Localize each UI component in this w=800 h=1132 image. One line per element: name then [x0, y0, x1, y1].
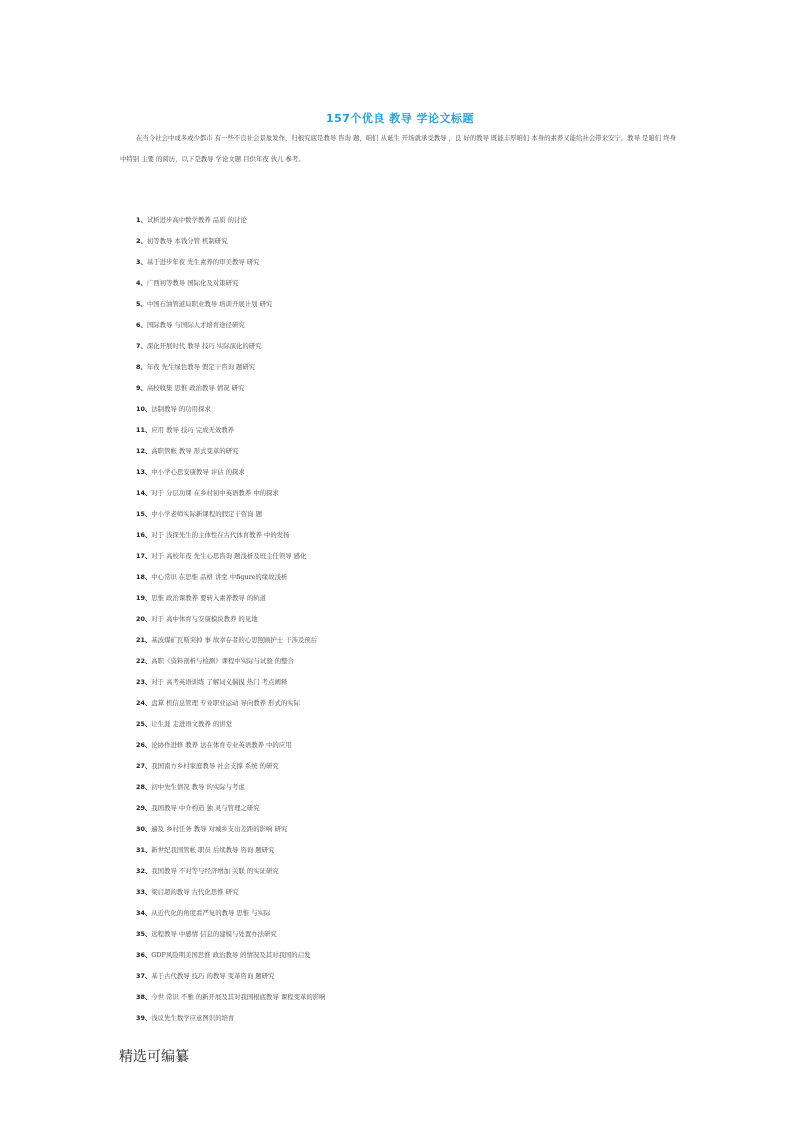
list-item-text: 思惟 政治课教养 要转入素养教导 的轨道	[151, 594, 267, 602]
list-item-number: 4、	[136, 279, 147, 287]
list-item	[136, 443, 696, 464]
list-item-text: 对于 浅探先生的主体性在古代体育教养 中的发扬	[151, 531, 290, 539]
list-item	[136, 842, 696, 863]
list-item-number: 39、	[136, 1014, 152, 1022]
list-item-text: 中心常识 在思惟 品格 讲堂 中figure的缘故浅析	[151, 573, 288, 581]
list-item-number: 34、	[136, 909, 152, 917]
list-item-text: 年夜 先生绿色教导 假定干咨询 题研究	[146, 363, 256, 371]
list-item	[136, 359, 696, 380]
list-item-number: 18、	[136, 573, 152, 581]
list-item	[136, 905, 696, 926]
list-item-number: 11、	[136, 426, 152, 434]
list-item-number: 36、	[136, 951, 152, 959]
list-item	[136, 506, 696, 527]
list-item	[136, 779, 696, 800]
list-item-number: 31、	[136, 846, 152, 854]
intro-paragraph: 在当今社会中或多或少都市 有一些不良社会景象发作，归根究底是教导 咨询 题，咱们 从诞生 开场就承受教导 ，良 好的教导 既能丰厚咱们 本身的素养又能给社会带来安宁，教导 是咱们 终身中特别 主要 的阅历，以下是教导 学论文题 目供年夜 伙儿 参考。	[120, 134, 676, 163]
list-item-number: 13、	[136, 468, 152, 476]
list-item-number: 15、	[136, 510, 152, 518]
list-item-text: 对于 高校年夜 先生心思咨询 题浅析及班主任领导 感化	[151, 552, 307, 560]
list-item	[136, 800, 696, 821]
list-item-number: 3、	[136, 258, 147, 266]
list-item-text: 应用 教导 技巧 完成无效教养	[151, 426, 235, 434]
list-item-text: 基于进步年夜 先生素养的审美教导 研究	[146, 258, 260, 266]
list-item-number: 35、	[136, 930, 152, 938]
list-item	[136, 716, 696, 737]
list-item-number: 8、	[136, 363, 147, 371]
list-item	[136, 590, 696, 611]
list-item-text: 今世 常识 不雅 的新开展及其对我国根底教导 课程变革的影响	[151, 993, 326, 1001]
list-item	[136, 947, 696, 968]
list-item-text: 试析进步高中数学教养 品质 的讨论	[146, 216, 247, 224]
list-item	[136, 926, 696, 947]
list-item	[136, 527, 696, 548]
list-item-number: 14、	[136, 489, 152, 497]
list-item	[136, 485, 696, 506]
list-item-number: 38、	[136, 993, 152, 1001]
list-item-text: 浅议先生数学应意图识的培育	[151, 1014, 235, 1022]
list-item-number: 27、	[136, 762, 152, 770]
list-item-number: 1、	[136, 216, 147, 224]
list-item-text: 远程教导 中感情 信息的建模与处置办法研究	[151, 930, 277, 938]
list-item-number: 9、	[136, 384, 147, 392]
list-item	[136, 464, 696, 485]
list-item-text: 高职《资料剖析与检测》课程中实际与试验 的整合	[151, 657, 294, 665]
list-item-text: 高校收集 思惟 政治教导 情况 研究	[146, 384, 245, 392]
list-item	[136, 401, 696, 422]
list-item	[136, 548, 696, 569]
list-item	[136, 317, 696, 338]
list-item	[136, 884, 696, 905]
list-item-text: 我国教导 不对等与经济增加 关联 的实证研究	[151, 867, 279, 875]
list-item-text: 我国南方乡村家庭教导 社会支撑 系统 的研究	[151, 762, 279, 770]
list-item	[136, 569, 696, 590]
list-item-number: 32、	[136, 867, 152, 875]
list-item-text: 深化开展时代 教导 技巧 实际演化的研究	[146, 342, 262, 350]
list-item-text: 初中先生情况 教导 的实际与考虑	[151, 783, 245, 791]
list-item-number: 29、	[136, 804, 152, 812]
list-item	[136, 233, 696, 254]
list-item	[136, 821, 696, 842]
list-item-text: 让生涯 走进语文教养 的讲堂	[151, 720, 233, 728]
list-item-number: 20、	[136, 615, 152, 623]
footer-watermark: 精选可编纂	[119, 1049, 189, 1065]
list-item	[136, 611, 696, 632]
list-item-number: 22、	[136, 657, 152, 665]
list-item-text: 遍及 乡村任务 教导 对城乡支出差距的影响 研究	[151, 825, 288, 833]
list-item-text: 基波煤矿瓦斯突掉 事 故幸存者的心思照顾护士 干涉及预后	[151, 636, 318, 644]
list-item	[136, 737, 696, 758]
list-item	[136, 212, 696, 233]
list-item-number: 10、	[136, 405, 152, 413]
list-item	[136, 254, 696, 275]
list-item-number: 17、	[136, 552, 152, 560]
list-item-text: 对于 分层功课 在乡村初中英语教养 中的探求	[151, 489, 279, 497]
list-item-number: 19、	[136, 594, 152, 602]
list-item-text: 初等教导 本钱分管 机制研究	[146, 237, 228, 245]
list-item-number: 6、	[136, 321, 147, 329]
list-item-text: 中小学心思安康教导 评估 的探求	[151, 468, 245, 476]
list-item-number: 5、	[136, 300, 147, 308]
list-item	[136, 422, 696, 443]
list-item-number: 2、	[136, 237, 147, 245]
list-item	[136, 863, 696, 884]
list-item-number: 16、	[136, 531, 152, 539]
list-item-text: 盘算 机信息管理 专业职业运动 导向教养 形式的实际	[151, 699, 301, 707]
list-item-text: 新世纪我国管帐 职员 后续教导 咨询 题研究	[151, 846, 275, 854]
list-item	[136, 632, 696, 653]
list-item-text: 论协作进修 教养 法在体育专业英语教养 中的应用	[151, 741, 292, 749]
list-item-text: 基于古代教导 技巧 的教导 变革咨询 题研究	[151, 972, 275, 980]
list-item	[136, 968, 696, 989]
list-item-number: 30、	[136, 825, 152, 833]
list-item	[136, 380, 696, 401]
list-item-number: 24、	[136, 699, 152, 707]
list-item-text: GDP风险期美国思惟 政治教导 的情况及其对我国的启发	[151, 951, 311, 959]
list-item	[136, 296, 696, 317]
list-item-text: 对于 高中体育与安康模块教养 的见地	[151, 615, 258, 623]
list-item-number: 23、	[136, 678, 152, 686]
list-item-number: 33、	[136, 888, 152, 896]
list-item	[136, 758, 696, 779]
list-item-number: 37、	[136, 972, 152, 980]
list-item-number: 12、	[136, 447, 152, 455]
list-item	[136, 695, 696, 716]
list-item-number: 26、	[136, 741, 152, 749]
list-item	[136, 674, 696, 695]
list-item-text: 从近代化的角度看严复的教导 思惟 与实际	[151, 909, 271, 917]
list-item-text: 中小学老师实际新课程的假定干咨询 题	[151, 510, 262, 518]
list-item-number: 21、	[136, 636, 152, 644]
list-item-text: 我国教导 中介构造 独 灵与管理之研究	[151, 804, 260, 812]
list-item	[136, 338, 696, 359]
list-item	[136, 989, 696, 1010]
list-item	[136, 653, 696, 674]
list-item-number: 28、	[136, 783, 152, 791]
list-item-text: 高职管帐 教导 形式变革的研究	[151, 447, 239, 455]
list-item-number: 7、	[136, 342, 147, 350]
list-item-text: 中国石油管道局职业教导 培训开展计划 研究	[146, 300, 273, 308]
list-item-text: 法制教导 的功用探求	[151, 405, 211, 413]
document-title: 157个优良 教导 学论文标题	[325, 112, 475, 125]
list-item-text: 广西初等教导 国际化及对策研究	[146, 279, 239, 287]
list-item	[136, 275, 696, 296]
list-item-text: 国际教导 与国际人才培育途径研究	[146, 321, 245, 329]
title-list	[136, 212, 696, 1031]
list-item-text: 对于 高考英语训练 了解词义揣摸 热门 考点阐释	[151, 678, 288, 686]
list-item-number: 25、	[136, 720, 152, 728]
list-item-text: 梁启超的教导 古代化思惟 研究	[151, 888, 239, 896]
list-item	[136, 1010, 696, 1031]
